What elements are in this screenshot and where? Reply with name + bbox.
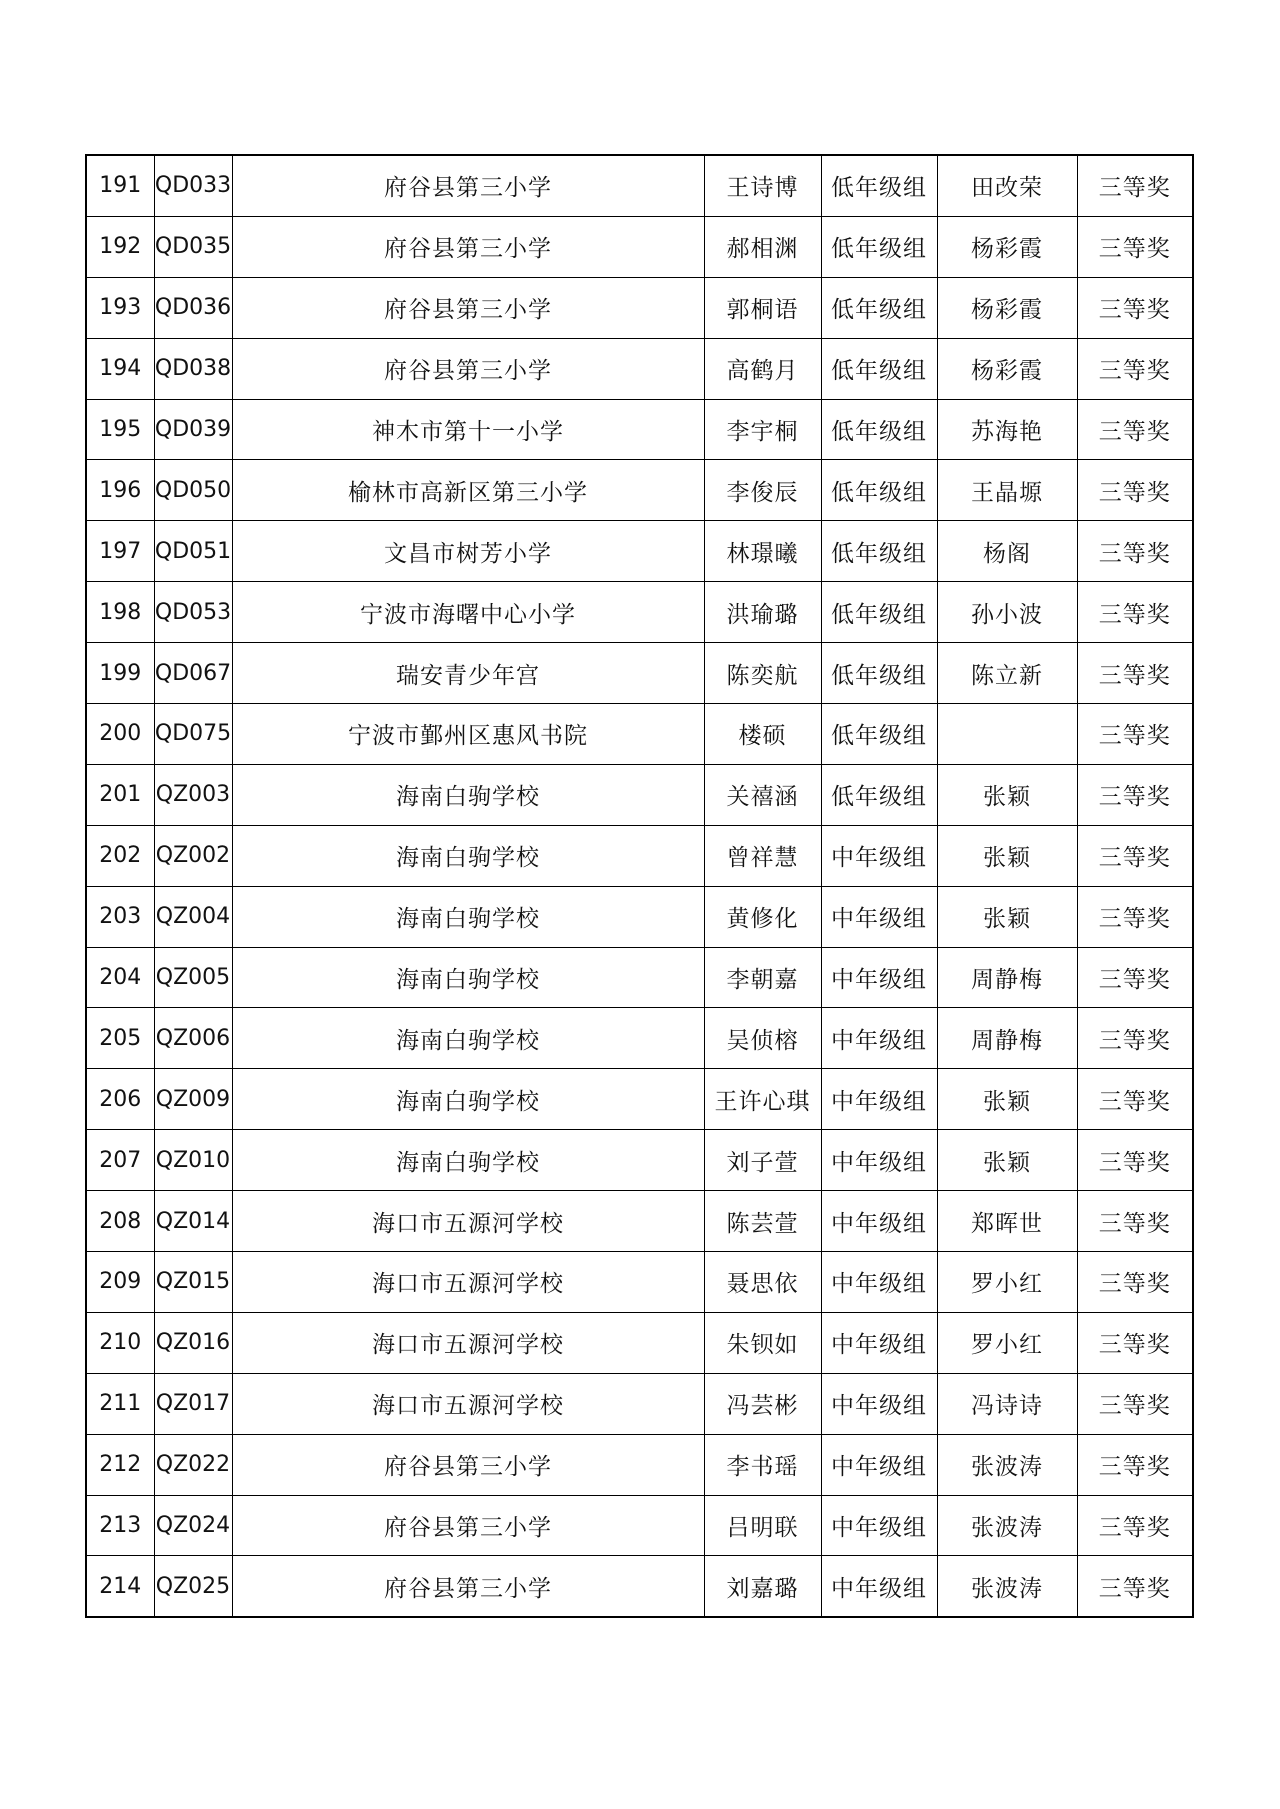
student-name-cell: 郭桐语: [704, 277, 821, 338]
school-cell: 海南白驹学校: [232, 947, 704, 1008]
award-level-cell: 三等奖: [1077, 1191, 1193, 1252]
entry-code-cell: QZ003: [154, 764, 232, 825]
row-number-cell: 199: [86, 643, 154, 704]
teacher-name-cell: 王晶塬: [937, 460, 1077, 521]
age-group-cell: 低年级组: [821, 704, 937, 765]
row-number-cell: 214: [86, 1556, 154, 1617]
award-level-cell: 三等奖: [1077, 1008, 1193, 1069]
entry-code-cell: QD036: [154, 277, 232, 338]
school-cell: 海口市五源河学校: [232, 1312, 704, 1373]
row-number-cell: 191: [86, 155, 154, 216]
student-name-cell: 冯芸彬: [704, 1373, 821, 1434]
age-group-cell: 中年级组: [821, 1434, 937, 1495]
award-level-cell: 三等奖: [1077, 1252, 1193, 1313]
entry-code-cell: QD039: [154, 399, 232, 460]
student-name-cell: 李俊辰: [704, 460, 821, 521]
table-row: [86, 764, 1193, 825]
student-name-cell: 关禧涵: [704, 764, 821, 825]
table-row: [86, 1130, 1193, 1191]
award-level-cell: 三等奖: [1077, 886, 1193, 947]
table-row: [86, 886, 1193, 947]
entry-code-cell: QD050: [154, 460, 232, 521]
age-group-cell: 低年级组: [821, 277, 937, 338]
age-group-cell: 中年级组: [821, 886, 937, 947]
student-name-cell: 陈芸萱: [704, 1191, 821, 1252]
teacher-name-cell: 冯诗诗: [937, 1373, 1077, 1434]
table-row: [86, 155, 1193, 216]
award-level-cell: 三等奖: [1077, 825, 1193, 886]
teacher-name-cell: 张波涛: [937, 1556, 1077, 1617]
award-level-cell: 三等奖: [1077, 216, 1193, 277]
school-cell: 府谷县第三小学: [232, 338, 704, 399]
school-cell: 榆林市高新区第三小学: [232, 460, 704, 521]
award-level-cell: 三等奖: [1077, 277, 1193, 338]
table-row: [86, 582, 1193, 643]
entry-code-cell: QD067: [154, 643, 232, 704]
table-row: [86, 216, 1193, 277]
student-name-cell: 聂思依: [704, 1252, 821, 1313]
school-cell: 海口市五源河学校: [232, 1373, 704, 1434]
teacher-name-cell: [937, 704, 1077, 765]
table-row: [86, 1069, 1193, 1130]
entry-code-cell: QZ017: [154, 1373, 232, 1434]
row-number-cell: 194: [86, 338, 154, 399]
row-number-cell: 209: [86, 1252, 154, 1313]
award-level-cell: 三等奖: [1077, 1556, 1193, 1617]
school-cell: 海口市五源河学校: [232, 1191, 704, 1252]
award-level-cell: 三等奖: [1077, 460, 1193, 521]
age-group-cell: 中年级组: [821, 1252, 937, 1313]
age-group-cell: 中年级组: [821, 1008, 937, 1069]
age-group-cell: 低年级组: [821, 764, 937, 825]
table-row: [86, 825, 1193, 886]
row-number-cell: 206: [86, 1069, 154, 1130]
entry-code-cell: QZ006: [154, 1008, 232, 1069]
age-group-cell: 中年级组: [821, 1495, 937, 1556]
age-group-cell: 中年级组: [821, 1130, 937, 1191]
row-number-cell: 212: [86, 1434, 154, 1495]
entry-code-cell: QZ025: [154, 1556, 232, 1617]
teacher-name-cell: 杨彩霞: [937, 277, 1077, 338]
teacher-name-cell: 陈立新: [937, 643, 1077, 704]
school-cell: 神木市第十一小学: [232, 399, 704, 460]
entry-code-cell: QZ009: [154, 1069, 232, 1130]
student-name-cell: 李朝嘉: [704, 947, 821, 1008]
table-row: [86, 399, 1193, 460]
teacher-name-cell: 杨彩霞: [937, 216, 1077, 277]
student-name-cell: 李书瑶: [704, 1434, 821, 1495]
school-cell: 海南白驹学校: [232, 1008, 704, 1069]
entry-code-cell: QD035: [154, 216, 232, 277]
table-row: [86, 643, 1193, 704]
table-row: [86, 1008, 1193, 1069]
school-cell: 府谷县第三小学: [232, 1495, 704, 1556]
row-number-cell: 192: [86, 216, 154, 277]
age-group-cell: 中年级组: [821, 1312, 937, 1373]
teacher-name-cell: 田改荣: [937, 155, 1077, 216]
school-cell: 瑞安青少年宫: [232, 643, 704, 704]
teacher-name-cell: 罗小红: [937, 1312, 1077, 1373]
award-level-cell: 三等奖: [1077, 704, 1193, 765]
entry-code-cell: QZ016: [154, 1312, 232, 1373]
teacher-name-cell: 周静梅: [937, 1008, 1077, 1069]
row-number-cell: 197: [86, 521, 154, 582]
table-row: [86, 947, 1193, 1008]
student-name-cell: 林璟曦: [704, 521, 821, 582]
row-number-cell: 208: [86, 1191, 154, 1252]
school-cell: 海南白驹学校: [232, 825, 704, 886]
row-number-cell: 203: [86, 886, 154, 947]
row-number-cell: 193: [86, 277, 154, 338]
student-name-cell: 王许心琪: [704, 1069, 821, 1130]
student-name-cell: 洪瑜璐: [704, 582, 821, 643]
award-table-body: [86, 155, 1193, 1617]
row-number-cell: 202: [86, 825, 154, 886]
age-group-cell: 中年级组: [821, 825, 937, 886]
teacher-name-cell: 孙小波: [937, 582, 1077, 643]
entry-code-cell: QD075: [154, 704, 232, 765]
table-row: [86, 704, 1193, 765]
entry-code-cell: QZ014: [154, 1191, 232, 1252]
entry-code-cell: QZ024: [154, 1495, 232, 1556]
student-name-cell: 朱钡如: [704, 1312, 821, 1373]
award-level-cell: 三等奖: [1077, 521, 1193, 582]
teacher-name-cell: 张波涛: [937, 1495, 1077, 1556]
entry-code-cell: QD033: [154, 155, 232, 216]
award-level-cell: 三等奖: [1077, 947, 1193, 1008]
table-row: [86, 1434, 1193, 1495]
table-row: [86, 338, 1193, 399]
school-cell: 海口市五源河学校: [232, 1252, 704, 1313]
teacher-name-cell: 张颖: [937, 1130, 1077, 1191]
row-number-cell: 195: [86, 399, 154, 460]
award-level-cell: 三等奖: [1077, 1312, 1193, 1373]
table-row: [86, 460, 1193, 521]
student-name-cell: 郝相渊: [704, 216, 821, 277]
age-group-cell: 低年级组: [821, 582, 937, 643]
student-name-cell: 曾祥慧: [704, 825, 821, 886]
entry-code-cell: QD051: [154, 521, 232, 582]
school-cell: 府谷县第三小学: [232, 155, 704, 216]
row-number-cell: 196: [86, 460, 154, 521]
school-cell: 海南白驹学校: [232, 764, 704, 825]
entry-code-cell: QZ005: [154, 947, 232, 1008]
school-cell: 海南白驹学校: [232, 1130, 704, 1191]
row-number-cell: 200: [86, 704, 154, 765]
award-level-cell: 三等奖: [1077, 399, 1193, 460]
student-name-cell: 王诗博: [704, 155, 821, 216]
row-number-cell: 207: [86, 1130, 154, 1191]
row-number-cell: 198: [86, 582, 154, 643]
age-group-cell: 低年级组: [821, 216, 937, 277]
award-level-cell: 三等奖: [1077, 764, 1193, 825]
entry-code-cell: QZ002: [154, 825, 232, 886]
age-group-cell: 中年级组: [821, 1069, 937, 1130]
row-number-cell: 205: [86, 1008, 154, 1069]
teacher-name-cell: 苏海艳: [937, 399, 1077, 460]
student-name-cell: 陈奕航: [704, 643, 821, 704]
age-group-cell: 中年级组: [821, 1556, 937, 1617]
table-row: [86, 1191, 1193, 1252]
award-level-cell: 三等奖: [1077, 1069, 1193, 1130]
award-level-cell: 三等奖: [1077, 155, 1193, 216]
entry-code-cell: QZ004: [154, 886, 232, 947]
school-cell: 府谷县第三小学: [232, 1434, 704, 1495]
teacher-name-cell: 张颖: [937, 886, 1077, 947]
table-row: [86, 1556, 1193, 1617]
student-name-cell: 刘子萱: [704, 1130, 821, 1191]
student-name-cell: 楼硕: [704, 704, 821, 765]
teacher-name-cell: 张颖: [937, 825, 1077, 886]
age-group-cell: 低年级组: [821, 338, 937, 399]
age-group-cell: 中年级组: [821, 1373, 937, 1434]
award-level-cell: 三等奖: [1077, 1373, 1193, 1434]
table-row: [86, 521, 1193, 582]
school-cell: 海南白驹学校: [232, 886, 704, 947]
age-group-cell: 低年级组: [821, 643, 937, 704]
student-name-cell: 吕明联: [704, 1495, 821, 1556]
entry-code-cell: QD038: [154, 338, 232, 399]
school-cell: 文昌市树芳小学: [232, 521, 704, 582]
school-cell: 海南白驹学校: [232, 1069, 704, 1130]
school-cell: 府谷县第三小学: [232, 277, 704, 338]
award-level-cell: 三等奖: [1077, 1434, 1193, 1495]
row-number-cell: 213: [86, 1495, 154, 1556]
row-number-cell: 211: [86, 1373, 154, 1434]
teacher-name-cell: 杨阁: [937, 521, 1077, 582]
table-row: [86, 1373, 1193, 1434]
student-name-cell: 黄修化: [704, 886, 821, 947]
school-cell: 府谷县第三小学: [232, 1556, 704, 1617]
teacher-name-cell: 罗小红: [937, 1252, 1077, 1313]
entry-code-cell: QZ022: [154, 1434, 232, 1495]
table-row: [86, 1312, 1193, 1373]
table-row: [86, 277, 1193, 338]
school-cell: 宁波市鄞州区惠风书院: [232, 704, 704, 765]
table-row: [86, 1495, 1193, 1556]
entry-code-cell: QD053: [154, 582, 232, 643]
award-level-cell: 三等奖: [1077, 582, 1193, 643]
table-row: [86, 1252, 1193, 1313]
age-group-cell: 低年级组: [821, 399, 937, 460]
award-table: [85, 154, 1194, 1618]
school-cell: 宁波市海曙中心小学: [232, 582, 704, 643]
entry-code-cell: QZ010: [154, 1130, 232, 1191]
teacher-name-cell: 郑晖世: [937, 1191, 1077, 1252]
student-name-cell: 吴侦榕: [704, 1008, 821, 1069]
age-group-cell: 低年级组: [821, 460, 937, 521]
student-name-cell: 李宇桐: [704, 399, 821, 460]
teacher-name-cell: 张颖: [937, 1069, 1077, 1130]
age-group-cell: 低年级组: [821, 521, 937, 582]
teacher-name-cell: 张颖: [937, 764, 1077, 825]
student-name-cell: 高鹤月: [704, 338, 821, 399]
entry-code-cell: QZ015: [154, 1252, 232, 1313]
row-number-cell: 201: [86, 764, 154, 825]
student-name-cell: 刘嘉璐: [704, 1556, 821, 1617]
age-group-cell: 中年级组: [821, 947, 937, 1008]
row-number-cell: 210: [86, 1312, 154, 1373]
teacher-name-cell: 周静梅: [937, 947, 1077, 1008]
award-level-cell: 三等奖: [1077, 1495, 1193, 1556]
award-level-cell: 三等奖: [1077, 338, 1193, 399]
teacher-name-cell: 张波涛: [937, 1434, 1077, 1495]
teacher-name-cell: 杨彩霞: [937, 338, 1077, 399]
age-group-cell: 中年级组: [821, 1191, 937, 1252]
award-level-cell: 三等奖: [1077, 1130, 1193, 1191]
award-level-cell: 三等奖: [1077, 643, 1193, 704]
age-group-cell: 低年级组: [821, 155, 937, 216]
school-cell: 府谷县第三小学: [232, 216, 704, 277]
row-number-cell: 204: [86, 947, 154, 1008]
